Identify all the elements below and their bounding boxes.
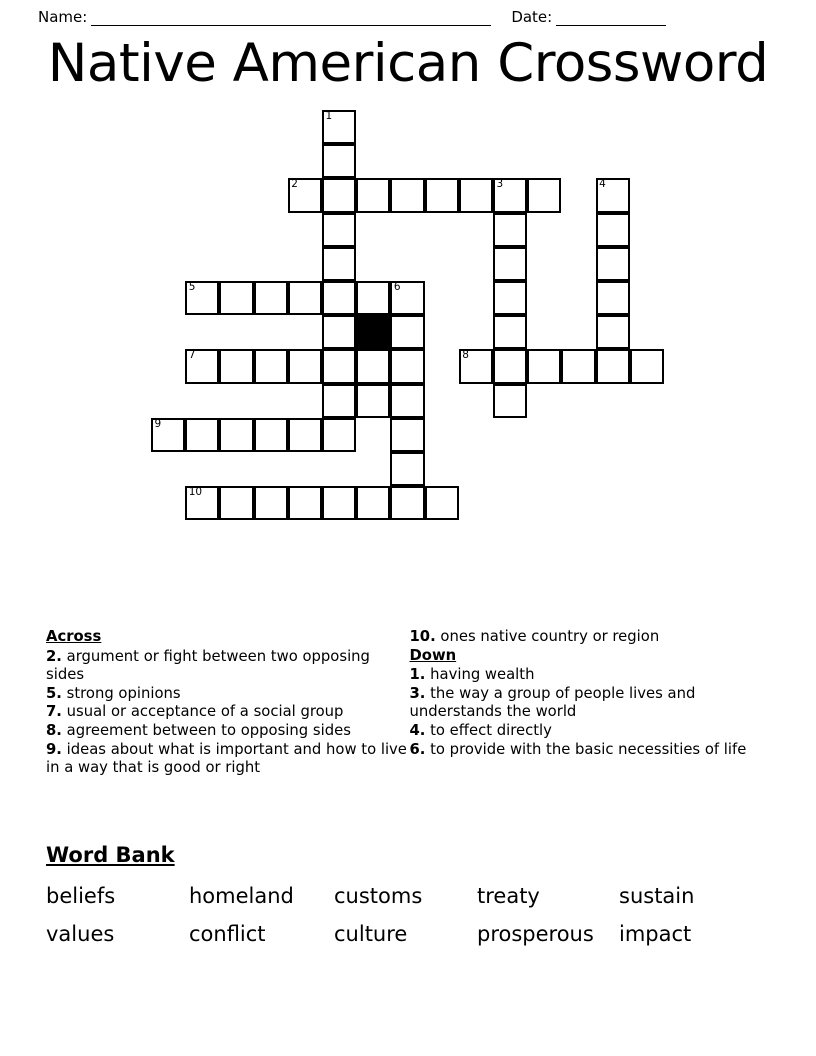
grid-cell[interactable] bbox=[390, 178, 424, 212]
clue-text: argument or fight between two opposing sides bbox=[46, 647, 370, 684]
grid-cell[interactable] bbox=[493, 247, 527, 281]
clue-item bbox=[46, 685, 410, 704]
grid-cell[interactable] bbox=[254, 418, 288, 452]
grid-cell[interactable] bbox=[322, 384, 356, 418]
grid-cell[interactable] bbox=[390, 281, 424, 315]
clue-number: 4. bbox=[409, 721, 426, 739]
clue-number: 8. bbox=[46, 721, 62, 739]
grid-cell[interactable] bbox=[322, 281, 356, 315]
clue-number: 9. bbox=[46, 740, 62, 758]
grid-cell[interactable] bbox=[493, 315, 527, 349]
across-clue-list bbox=[46, 648, 410, 778]
grid-cell-number: 2 bbox=[291, 178, 298, 191]
grid-cell[interactable] bbox=[596, 247, 630, 281]
clue-item bbox=[410, 685, 771, 722]
word-bank-row bbox=[46, 915, 770, 953]
grid-cell-number: 3 bbox=[496, 178, 504, 191]
grid-cell[interactable] bbox=[390, 384, 424, 418]
clue-item bbox=[410, 628, 771, 647]
grid-cell[interactable] bbox=[219, 418, 253, 452]
clue-number: 7. bbox=[46, 703, 62, 721]
date-label: Date: bbox=[511, 8, 553, 26]
grid-cell[interactable] bbox=[219, 486, 253, 520]
grid-cell[interactable] bbox=[596, 349, 630, 383]
grid-cell[interactable] bbox=[356, 281, 390, 315]
down-heading: Down bbox=[409, 646, 457, 664]
grid-cell[interactable] bbox=[356, 384, 390, 418]
grid-cell[interactable] bbox=[322, 486, 356, 520]
grid-cell-number: 5 bbox=[188, 281, 196, 293]
grid-cell[interactable] bbox=[390, 418, 424, 452]
across-heading: Across bbox=[46, 628, 102, 645]
clue-number: 3. bbox=[409, 684, 426, 702]
grid-cell-number: 10 bbox=[188, 486, 203, 499]
grid-cell-number: 8 bbox=[462, 349, 469, 362]
grid-cell-number: 4 bbox=[599, 178, 606, 191]
grid-cell-number: 1 bbox=[325, 110, 333, 122]
grid-cell[interactable] bbox=[288, 349, 322, 383]
grid-cell[interactable] bbox=[425, 178, 459, 212]
grid-cell[interactable] bbox=[390, 349, 424, 383]
grid-cell[interactable] bbox=[254, 349, 288, 383]
clues-column-left bbox=[46, 628, 410, 778]
grid-cell-number: 7 bbox=[188, 349, 196, 362]
word-bank-row bbox=[46, 877, 770, 915]
grid-cell[interactable] bbox=[356, 349, 390, 383]
grid-cell[interactable] bbox=[151, 418, 185, 452]
clues-section bbox=[46, 628, 770, 778]
clue-text: the way a group of people lives and understands the world bbox=[409, 684, 696, 721]
clue-text: ones native country or region bbox=[435, 628, 660, 645]
clue-text: having wealth bbox=[425, 666, 535, 684]
grid-cell[interactable] bbox=[527, 349, 561, 383]
clue-number: 6. bbox=[409, 740, 426, 758]
grid-cell[interactable] bbox=[288, 418, 322, 452]
clues-column-right bbox=[410, 628, 771, 778]
word-bank-word: prosperous bbox=[477, 922, 594, 946]
word-bank-word: customs bbox=[334, 884, 423, 908]
grid-cell[interactable] bbox=[596, 178, 630, 212]
clue-number: 5. bbox=[46, 684, 62, 702]
grid-cell[interactable] bbox=[322, 144, 356, 178]
clue-item bbox=[46, 648, 410, 685]
word-bank-word: sustain bbox=[619, 884, 695, 908]
grid-cell[interactable] bbox=[493, 213, 527, 247]
clue-item bbox=[410, 666, 771, 685]
grid-cell[interactable] bbox=[288, 486, 322, 520]
grid-cell-number: 6 bbox=[393, 281, 401, 293]
grid-cell[interactable] bbox=[322, 418, 356, 452]
clue-text: agreement between to opposing sides bbox=[61, 721, 351, 739]
grid-cell[interactable] bbox=[219, 349, 253, 383]
clue-item bbox=[410, 741, 771, 760]
clue-text: to provide with the basic necessities of life bbox=[425, 740, 747, 758]
grid-cell[interactable] bbox=[356, 178, 390, 212]
grid-cell[interactable] bbox=[493, 281, 527, 315]
down-clue-list bbox=[410, 666, 771, 759]
name-label: Name: bbox=[38, 8, 88, 26]
clue-number: 1. bbox=[409, 666, 426, 684]
word-bank-heading: Word Bank bbox=[46, 843, 175, 867]
grid-cell[interactable] bbox=[596, 315, 630, 349]
grid-cell[interactable] bbox=[185, 349, 219, 383]
clue-number: 10. bbox=[409, 628, 436, 645]
grid-cell[interactable] bbox=[390, 315, 424, 349]
grid-cell[interactable] bbox=[561, 349, 595, 383]
grid-cell[interactable] bbox=[322, 110, 356, 144]
grid-cell[interactable] bbox=[493, 349, 527, 383]
clue-item bbox=[46, 741, 410, 778]
grid-cell[interactable] bbox=[493, 384, 527, 418]
clue-text: ideas about what is important and how to live in a way that is good or right bbox=[46, 740, 407, 777]
clue-text: strong opinions bbox=[61, 684, 181, 702]
grid-cell[interactable] bbox=[185, 281, 219, 315]
clue-text: usual or acceptance of a social group bbox=[61, 703, 344, 721]
grid-cell[interactable] bbox=[322, 349, 356, 383]
grid-cell[interactable] bbox=[630, 349, 664, 383]
word-bank-word: treaty bbox=[477, 884, 540, 908]
word-bank-word: homeland bbox=[189, 884, 294, 908]
grid-cell[interactable] bbox=[425, 486, 459, 520]
grid-cell[interactable] bbox=[596, 281, 630, 315]
grid-cell[interactable] bbox=[254, 486, 288, 520]
word-bank-section bbox=[46, 843, 770, 953]
clue-item bbox=[46, 722, 410, 741]
grid-cell[interactable] bbox=[596, 213, 630, 247]
grid-cell[interactable] bbox=[288, 281, 322, 315]
grid-cell[interactable] bbox=[254, 281, 288, 315]
grid-cell[interactable] bbox=[288, 178, 322, 212]
clue-number: 2. bbox=[46, 647, 62, 665]
word-bank-word: culture bbox=[334, 922, 408, 946]
word-bank-word: conflict bbox=[189, 922, 266, 946]
clue-item bbox=[410, 722, 771, 741]
grid-cell[interactable] bbox=[459, 349, 493, 383]
grid-cell[interactable] bbox=[185, 486, 219, 520]
page-title: Native American Crossword bbox=[47, 33, 769, 94]
grid-cell[interactable] bbox=[390, 452, 424, 486]
word-bank-word: values bbox=[46, 922, 115, 946]
grid-cell[interactable] bbox=[219, 281, 253, 315]
across-clue-list-continued bbox=[410, 628, 771, 647]
word-bank-word: beliefs bbox=[46, 884, 116, 908]
grid-cell[interactable] bbox=[185, 418, 219, 452]
clue-text: to effect directly bbox=[425, 721, 552, 739]
grid-cell[interactable] bbox=[493, 178, 527, 212]
grid-cell[interactable] bbox=[322, 315, 356, 349]
word-bank-word: impact bbox=[619, 922, 692, 946]
grid-cell[interactable] bbox=[390, 486, 424, 520]
grid-cell[interactable] bbox=[459, 178, 493, 212]
grid-cell-blocked bbox=[356, 315, 390, 349]
grid-cell[interactable] bbox=[322, 213, 356, 247]
grid-cell-number: 9 bbox=[154, 417, 162, 430]
grid-cell[interactable] bbox=[322, 178, 356, 212]
grid-cell[interactable] bbox=[356, 486, 390, 520]
grid-cell[interactable] bbox=[322, 247, 356, 281]
grid-cell[interactable] bbox=[527, 178, 561, 212]
clue-item bbox=[46, 703, 410, 722]
